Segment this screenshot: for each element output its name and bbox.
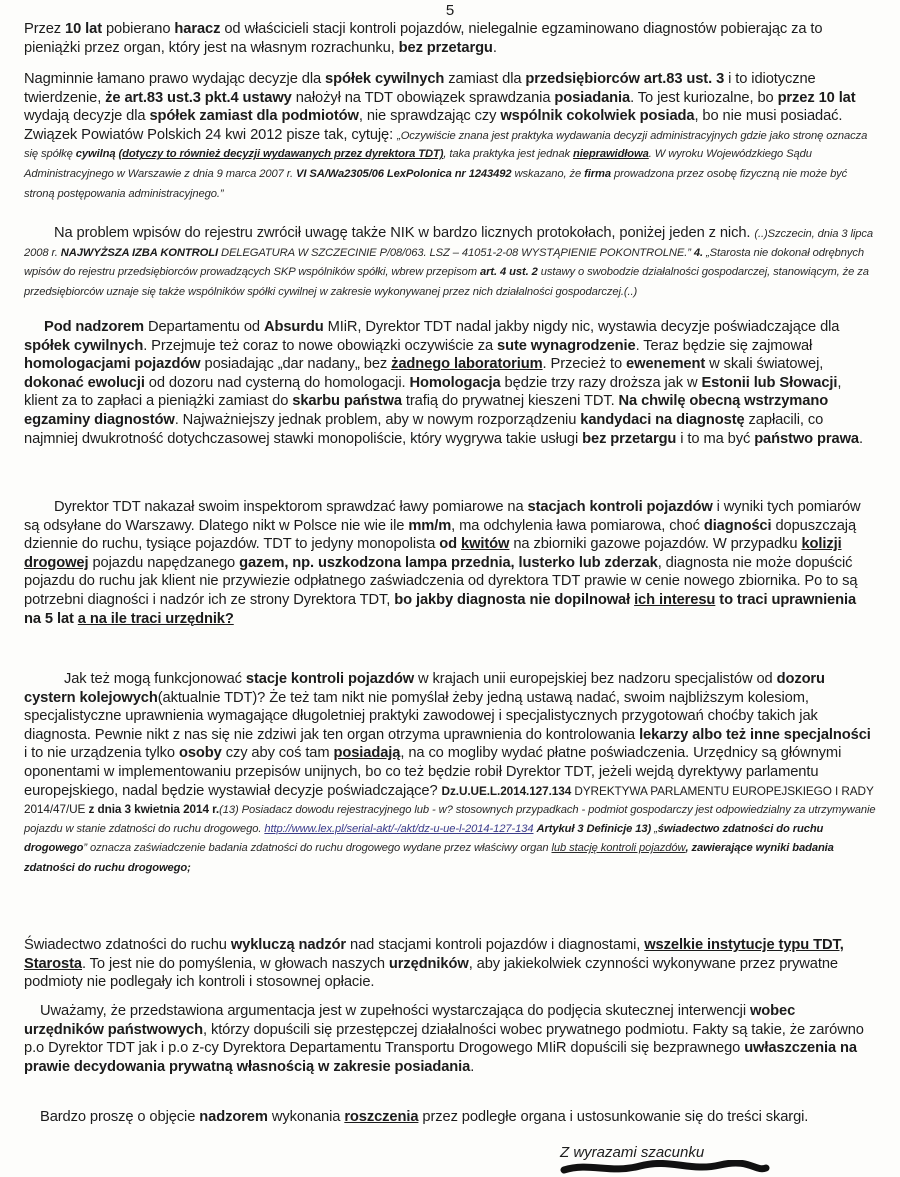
text-run: w skali światowej, xyxy=(705,356,824,373)
text-run: od dozoru nad cysterną do homologacji. xyxy=(144,374,410,391)
text-run: dozoru cystern kolejowych xyxy=(24,671,825,706)
text-run: a na ile traci urzędnik? xyxy=(77,610,234,627)
text-run: haracz xyxy=(174,21,221,37)
text-run: Posiadacz dowodu rejestracyjnego lub - w? stosownych przypadkach - podmiot gospodarczy jest odpowiedzialny za utrzymywanie pojazdu w stanie zdatności do ruchu drogowego. xyxy=(24,804,876,835)
paragraph-2 xyxy=(24,70,876,202)
text-run: Estonii lub Słowacji xyxy=(701,374,838,391)
text-run: , zawierające wyniki badania zdatności do ruchu drogowego; xyxy=(24,842,834,874)
text-run: sute wynagrodzenie xyxy=(497,337,636,354)
text-run: od właścicieli stacji kontroli pojazdów, nielegalnie egzaminowano diagnostów pobierając za to pieniążki przez organ, który jest na własnym rozrachunku, xyxy=(24,21,823,56)
text-run: przez podległe organa i ustosunkowanie się do treści skargi. xyxy=(418,1109,809,1125)
text-run: (13) xyxy=(219,804,239,817)
text-run: ich interesu xyxy=(634,591,716,608)
text-run: VI SA/Wa2305/06 LexPolonica nr 1243492 xyxy=(296,167,512,180)
text-run: Uważamy, że przedstawiona argumentacja jest w zupełności wystarczająca do podjęcia skutecznej interwencji xyxy=(40,1003,750,1019)
text-run: firma xyxy=(584,167,612,180)
text-run: to traci uprawnienia na 5 lat xyxy=(24,591,857,627)
text-run: gazem, np. uszkodzona lampa przednia, lusterko lub zderzak xyxy=(239,554,658,571)
paragraph-7 xyxy=(24,936,876,992)
text-run: że art.83 ust.3 pkt.4 ustawy xyxy=(105,89,292,106)
text-run: , na co mogliby wydać płatne poświadczenia. Urzędnicy są głównymi oponentami w implementowaniu przepisów unijnych, bo co też będzie robił Dyrektor TDT, jeżeli wejdą dyrektywy parlamentu europejskiego, nadal będzie wystawiał decyzje poświadczające? xyxy=(24,745,842,799)
text-run: DELEGATURA W SZCZECINIE P/08/063. LSZ – 41051-2-08 WYSTĄPIENIE POKONTROLNE.” xyxy=(217,246,694,259)
reference-link[interactable]: http://www.lex.pl/serial-akt/-/akt/dz-u-ue-l-2014-127-134 xyxy=(264,822,534,835)
text-run: Dz.U.UE.L.2014.127.134 xyxy=(441,783,572,798)
text-run: bo jakby diagnosta nie dopilnował xyxy=(394,591,635,608)
text-run: . To jest nie do pomyślenia, w głowach naszych xyxy=(81,955,389,972)
text-run: , ma odchylenia ława pomiarowa, choć xyxy=(451,517,704,534)
text-run: wszelkie instytucje typu TDT, Starosta xyxy=(24,937,844,972)
text-run: lub stację kontroli pojazdów xyxy=(551,842,686,855)
text-run: . xyxy=(470,1058,475,1075)
text-run: prowadzona przez osobę fizyczną nie może być stroną postępowania administracyjnego.” xyxy=(24,167,848,200)
text-run: wspólnik cokolwiek posiada xyxy=(500,108,695,125)
text-run: 4. xyxy=(693,246,703,259)
text-run: , nie sprawdzając czy xyxy=(358,108,501,125)
page-number: 5 xyxy=(445,2,455,19)
text-run: nałożył na TDT obowiązek sprawdzania xyxy=(291,89,555,106)
text-run: wskazano, że xyxy=(511,167,585,180)
text-run: , bo nie musi posiadać. Związek Powiatów Polskich 24 kwi 2012 pisze tak, cytuję: xyxy=(24,108,843,143)
text-run: spółek zamiast dla podmiotów xyxy=(149,108,359,125)
text-run: . xyxy=(859,430,863,447)
text-run: DYREKTYWA PARLAMENTU EUROPEJSKIEGO I RADY 2014/47/UE xyxy=(24,783,874,817)
text-run: bez przetargu xyxy=(398,39,493,56)
text-run: zapłacili, co najmniej dwukrotność dotychczasowej stawki monopoliście, który wygrywa takie usługi xyxy=(24,411,824,447)
text-run: . Przecież to xyxy=(542,356,627,373)
text-run: przedsiębiorców art.83 ust. 3 xyxy=(525,71,725,87)
text-run: kwitów xyxy=(461,536,510,553)
text-run: i to idiotyczne twierdzenie, xyxy=(24,71,816,106)
text-run: . To jest kuriozalne, bo xyxy=(630,89,778,106)
text-run: Nagminnie łamano prawo wydając decyzje dla xyxy=(24,71,326,87)
text-run: kandydaci na diagnostę xyxy=(580,411,745,428)
text-run: (dotyczy to również decyzji wydawanych przez dyrektora TDT) xyxy=(118,148,444,161)
text-run: NAJWYŻSZA IZBA KONTROLI xyxy=(60,246,218,259)
paragraph-1 xyxy=(24,20,876,57)
text-run: posiadania xyxy=(554,89,631,106)
text-run: lekarzy albo też inne specjalności xyxy=(639,726,871,743)
text-run: posiadają xyxy=(333,745,401,762)
text-run: Bardzo proszę o objęcie xyxy=(40,1109,200,1125)
text-run: (..)Szczecin, dnia 3 lipca 2008 r. xyxy=(24,228,874,259)
text-run: . Najważniejszy jednak problem, aby w nowym rozporządzeniu xyxy=(174,411,581,428)
text-run: ustawy o swobodzie działalności gospodarczej, stanowiącym, że za przedsiębiorców uznaje się także wspólników spółki cywilnej w zakresie wykonywanej przez nich działalności gospodarczej.(..) xyxy=(24,266,869,298)
text-run: posiadając „dar nadany„ bez xyxy=(200,356,392,373)
paragraph-5 xyxy=(24,498,876,628)
text-run: diagności xyxy=(703,517,772,534)
text-run: „Oczywiście znana jest praktyka wydawania decyzji administracyjnych gdzie jako stronę oznacza się spółkę xyxy=(24,129,868,161)
text-run: wykonania xyxy=(267,1109,345,1125)
text-run: , aby jakiekolwiek czynności wykonywane przez prywatne podmioty nie podlegały ich kontroli i stosownej opłacie. xyxy=(24,955,838,991)
text-run: w krajach unii europejskiej bez nadzoru specjalistów od xyxy=(414,671,777,687)
text-run: świadectwo zdatności do ruchu drogowego xyxy=(24,822,824,855)
text-run: „ xyxy=(651,822,658,835)
text-run: wykluczą nadzór xyxy=(230,937,347,953)
text-run: . W wyroku Wojewódzkiego Sądu Administracyjnego w Warszawie z dnia 9 marca 2007 r. xyxy=(24,148,812,180)
paragraph-8 xyxy=(24,1002,876,1076)
text-run: Świadectwo zdatności do ruchu xyxy=(24,937,231,953)
text-run: trafią do prywatnej kieszeni TDT. xyxy=(401,393,619,410)
text-run: MIiR, Dyrektor TDT nadal jakby nigdy nic, wystawia decyzje poświadczające dla xyxy=(323,319,840,335)
text-run: urzędników xyxy=(388,955,469,972)
text-run: ” oznacza zaświadczenie badania zdatności do ruchu drogowego wydane przez właściwy organ xyxy=(83,842,552,855)
text-run: nieprawidłowa xyxy=(572,148,649,161)
text-run: stacje kontroli pojazdów xyxy=(245,671,415,687)
text-run: bez przetargu xyxy=(582,430,677,447)
text-run: Na chwilę obecną wstrzymano egzaminy diagnostów xyxy=(24,393,829,428)
text-run: i to ma być xyxy=(676,430,755,447)
text-run: przez 10 lat xyxy=(777,89,856,106)
text-run: , diagnosta nie może dopuścić pojazdu do ruchu jak klient nie przywiezie odpłatnego zaświadczenia od dyrektora TDT prawie w cenie nowego zbiornika. Po to są potrzebni diagności i nadzór ich ze strony Dyrektora TDT, xyxy=(24,554,858,608)
text-run: i to nie urządzenia tylko xyxy=(24,745,179,762)
text-run: mm/m xyxy=(408,517,452,534)
text-run: nad stacjami kontroli pojazdów i diagnostami, xyxy=(346,937,645,953)
text-run: czy aby coś tam xyxy=(221,745,334,762)
text-run: cywilną xyxy=(75,148,116,161)
signature-closing: Z wyrazami szacunku xyxy=(560,1144,705,1161)
text-run: z dnia 3 kwietnia 2014 r. xyxy=(88,802,220,817)
signature-redaction-scribble xyxy=(560,1160,770,1176)
text-run: i wyniki tych pomiarów są odsyłane do Warszawy. Dlatego nikt w Polsce nie wie ile xyxy=(24,499,861,534)
text-run: Przez xyxy=(24,21,66,37)
text-run: żadnego laboratorium xyxy=(391,356,543,373)
text-run: (aktualnie TDT)? Że też tam nikt nie pomyślał żeby jedną ustawą nadać, swoim najbliższym kolesiom, specjalistyczne uprawnienia wymagające długoletniej praktyki zawodowej i specjalistycznych przygotowań choćby takich jak diagnosta. Pewnie nikt z nas się nie zdziwi jak ten organ otrzyma uprawnienia do kontrolowania xyxy=(24,689,818,743)
paragraph-9 xyxy=(24,1108,876,1127)
text-run: Departamentu od xyxy=(144,319,264,335)
text-run: pojazdu napędzanego xyxy=(88,554,240,571)
paragraph-6 xyxy=(24,670,876,878)
paragraph-3 xyxy=(24,224,876,300)
text-run: kolizji drogowej xyxy=(24,536,842,571)
text-run: nadzorem xyxy=(199,1109,268,1125)
text-run: , taka praktyka jest jednak xyxy=(443,148,573,161)
text-run: roszczenia xyxy=(344,1109,419,1125)
text-run: Artykuł 3 Definicje 13) xyxy=(536,822,652,835)
text-run: będzie trzy razy droższa jak w xyxy=(500,374,702,391)
text-run: skarbu państwa xyxy=(292,393,402,410)
text-run: spółek cywilnych xyxy=(24,337,144,354)
text-run: pobierano xyxy=(102,21,175,37)
text-run: , którzy dopuścili się przestępczej działalności wobec prywatnego podmiotu. Fakty są takie, że zarówno p.o Dyrektor TDT jak i p.o z-cy Dyrektora Departamentu Transportu Drogowego MIiR dopuścili się bezprawnego xyxy=(24,1021,864,1057)
text-run: Dyrektor TDT nakazał swoim inspektorom sprawdzać ławy pomiarowe na xyxy=(54,499,528,515)
text-run: osoby xyxy=(178,745,222,762)
text-run: spółek cywilnych xyxy=(325,71,445,87)
text-run: art. 4 ust. 2 xyxy=(479,266,538,279)
text-run: . Teraz będzie się zajmował xyxy=(635,337,813,354)
text-run: wobec urzędników państwowych xyxy=(24,1003,796,1038)
text-run: 10 lat xyxy=(65,21,102,37)
text-run: , klient za to zapłaci a pieniążki zamiast do xyxy=(24,374,842,410)
text-run: Na problem wpisów do rejestru zwrócił uwagę także NIK w bardzo licznych protokołach, poniżej jeden z nich. xyxy=(54,225,755,241)
text-run: uwłaszczenia na prawie decydowania prywatną własnością w zakresie posiadania xyxy=(24,1040,857,1075)
text-run: Pod nadzorem xyxy=(44,319,144,335)
text-run: „Starosta nie dokonał odrębnych wpisów do rejestru przedsiębiorców prowadzących SKP wspólników spółki, wbrew przepisom xyxy=(24,246,864,279)
text-run: stacjach kontroli pojazdów xyxy=(527,499,713,515)
text-run: zamiast dla xyxy=(444,71,526,87)
text-run: ewenement xyxy=(626,356,706,373)
text-run: Homologacja xyxy=(409,374,501,391)
text-run: Absurdu xyxy=(263,319,324,335)
text-run: od xyxy=(439,536,461,553)
text-run: na zbiorniki gazowe pojazdów. W przypadku xyxy=(509,536,802,553)
text-run: wydają decyzje dla xyxy=(24,108,150,125)
text-run: . Przejmuje też coraz to nowe obowiązki oczywiście za xyxy=(143,337,497,354)
text-run: dokonać ewolucji xyxy=(24,374,145,391)
text-run: . xyxy=(492,39,497,56)
text-run: Jak też mogą funkcjonować xyxy=(64,671,246,687)
text-run: homologacjami pojazdów xyxy=(24,356,201,373)
paragraph-4 xyxy=(24,318,876,448)
text-run: państwo prawa xyxy=(754,430,859,447)
text-run: dopuszczają dziennie do ruchu, tysiące pojazdów. TDT to jedyny monopolista xyxy=(24,517,857,553)
